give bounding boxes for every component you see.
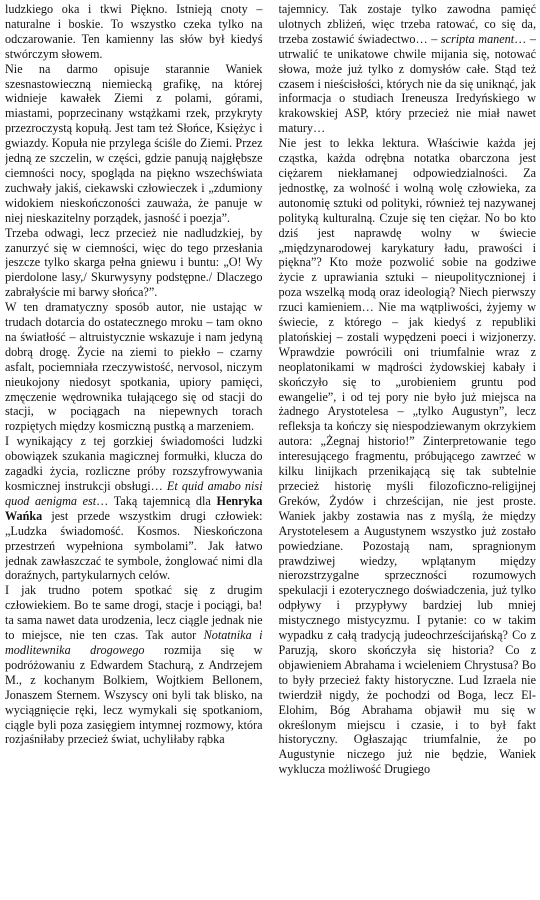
text-bold: Henryka Wańka [5,493,263,523]
text-run: I wynikający z tej gorzkiej świadomości ludzki obowiązek szukania magicznej formułki, klucza do zagadki życia, rozliczne próby rozszyfrowywania kosmicznej instrukcji obsługi… [5,434,263,493]
left-column [5,2,263,900]
text-run: … Taką tajemnicą dla [96,493,217,508]
paragraph [5,2,263,62]
paragraph [279,136,537,777]
paragraph [5,226,263,301]
text-run: Nie na darmo opisuje starannie Waniek szesnastowieczną niemiecką grafikę, na której widnieje kawałek Ziemi z polami, górami, miastami, poprzecinany wstążkami rzek, przykryty przezroczystą kopułą. Jest tam też Słońce, Księżyc i gwiazdy. Kopuła nie przylega ściśle do Ziemi. Przez jedną ze szczelin, w części, gdzie panują najgłębsze ciemności nocy, spogląda na piękno wszechświata zuchwały jakiś, ciekawski człowieczek i „zdumiony widokiem nieskończoności zauważa, że panuje w niej nieskazitelny porządek, jasność i poezja”. [5,61,263,225]
text-run: rozmija się w podróżowaniu z Edwardem Stachurą, z Andrzejem M., z kochanym Bolkiem, Wojtkiem Bellonem, Jonaszem Sternem. Wszyscy oni byli tak blisko, na wyciągnięcie ręki, lecz wymykali się spotkaniom, ciągle byli poza zasięgiem intymnej rozmowy, która rozjaśniłaby przecież świat, uchyliłaby rąbka [5,642,263,747]
text-run: tajemnicy. Tak zostaje tylko zawodna pamięć ulotnych zbliżeń, więc trzeba ratować, co się da, trzeba zostawić świadectwo… – [278,2,536,46]
text-run: ludzkiego oka i tkwi Piękno. Istnieją cnoty – naturalne i boskie. To wszystko czeka tylko na odczarowanie. Ten kamienny las słów był kiedyś stwórczym słowem. [5,2,263,61]
text-run: Nie jest to lekka lektura. Właściwie każda jej cząstka, każda odrębna notatka obarczona jest ciężarem niekłamanej odpowiedzialności. Za jednostkę, za wolność i wolną wolę człowieka, za autonomię sztuki od polityki, również tej nazywanej polityką kulturalną. Czuje się ten ciężar. No bo kto dziś jest naprawdę wolny w świecie „międzynarodowej karykatury ładu, prawości i piękna”? Kto może pozwolić sobie na godziwe życie z uprawiania sztuki – nieupolitycznionej i poza wszelką modą oraz ideologią? Niech pierwszy rzuci kamieniem… Nie ma wątpliwości, żyjemy w świecie, z którego – jak kiedyś z republiki platońskiej – zostali wypędzeni poeci i wizjonerzy. Wprawdzie powrócili oni triumfalnie wraz z neoplatonikami w mądrości żydowskiej kabały i skończyło się to „urobieniem gruntu pod ewangelie”, i od tej pory nie było już miejsca na żadnego Arystotelesa – „tylko Augustyn”, lecz refleksja ta kończy się niespodziewanym okrzykiem autora: „Żegnaj historio!” Zinterpretowanie tego interesującego fragmentu, próbującego zawrzeć w kilku linijkach przenikającą się tak subtelnie przecież historię myśli filozoficzno-religijnej Greków, Żydów i chrześcijan, nie jest proste. Waniek jakby zostawia nas z myślą, że między Arystotelesem a Augustynem wszystko już zostało powiedziane. Pozostają nam, spragnionym prawdziwej wiedzy, wplątanym między nierozstrzygalne sprzeczności rozumowych spekulacji i ezoterycznego doświadczenia, już tylko odpływy i przypływy bardziej lub mniej mistycznego mistycyzmu. I pytanie: co w takim wypadku z całą tradycją judeochrześcijańską? Co z Paruzją, skoro skończyła się historia? Co z objawieniem Abrahama i wcieleniem Chrystusa? Bo to były przecież fakty historyczne. Lud Izraela nie twierdził nigdy, że pochodzi od Boga, lecz El-Elohim, Bóg Abrahama objawił mu się w określonym miejscu i czasie, i to był fakt historyczny. Ogłaszając triumfalnie, że po Augustynie niczego już nie będzie, Waniek wyklucza możliwość Drugiego [278,136,536,777]
text-italic: Et quid amabo nisi quod aenigma est [5,479,263,508]
paragraph [5,583,263,747]
paragraph [5,434,263,583]
text-italic: scripta manent [440,31,515,46]
paragraph [5,300,263,434]
text-run: W ten dramatyczny sposób autor, nie ustając w trudach dotarcia do ostatecznego mroku – tam okno na światłość – altruistycznie wskazuje i nam jedyną dobrą drogę. Życie na ziemi to piekło – czarny asfalt, pociemniała rzeczywistość, nervosol, niczym nieukojony niedosyt spotkania, upiory pamięci, zmęczenie wędrownika tułającego się od stacji do stacji, w pociągach na niepewnych torach rozpiętych między kosmiczną pustką a marzeniem. [5,300,263,434]
text-run: I jak trudno potem spotkać się z drugim człowiekiem. Bo te same drogi, stacje i pociągi, ba! ta sama nawet data urodzenia, lecz ciągle jednak nie to miejsce, nie ten czas. Tak autor [5,583,263,643]
text-run: jest przede wszystkim drugi człowiek: „Ludzka świadomość. Kosmos. Nieskończona przestrzeń wypełniona symbolami”. Jak łatwo jednak zawłaszczać te symbole, żonglować nimi dla doraźnych, partykularnych celów. [5,508,263,583]
paragraph [279,2,537,136]
paragraph [5,62,263,226]
text-run: Trzeba odwagi, lecz przecież nie nadludzkiej, by zanurzyć się w ciemności, więc do tego przesłania jeszcze tylko skarga pełna gniewu i buntu: „O! Wy pierdolone lasy,/ Skurwysyny podstępne./ Dlaczego zabrałyście mi barwy słońca?”. [5,225,263,300]
text-run: … – utrwalić te unikatowe chwile mijania się, notować słowa, może już tylko z domysłów całe. Stąd też czasem i nieścisłości, których nie da się uniknąć, jak informacja o studiach Ireneusza Iredyńskiego w krakowskiej ASP, który przecież nie miał nawet matury… [278,31,536,136]
text-italic: Notatnika i modlitewnika drogowego [5,628,263,657]
right-column [279,2,537,900]
